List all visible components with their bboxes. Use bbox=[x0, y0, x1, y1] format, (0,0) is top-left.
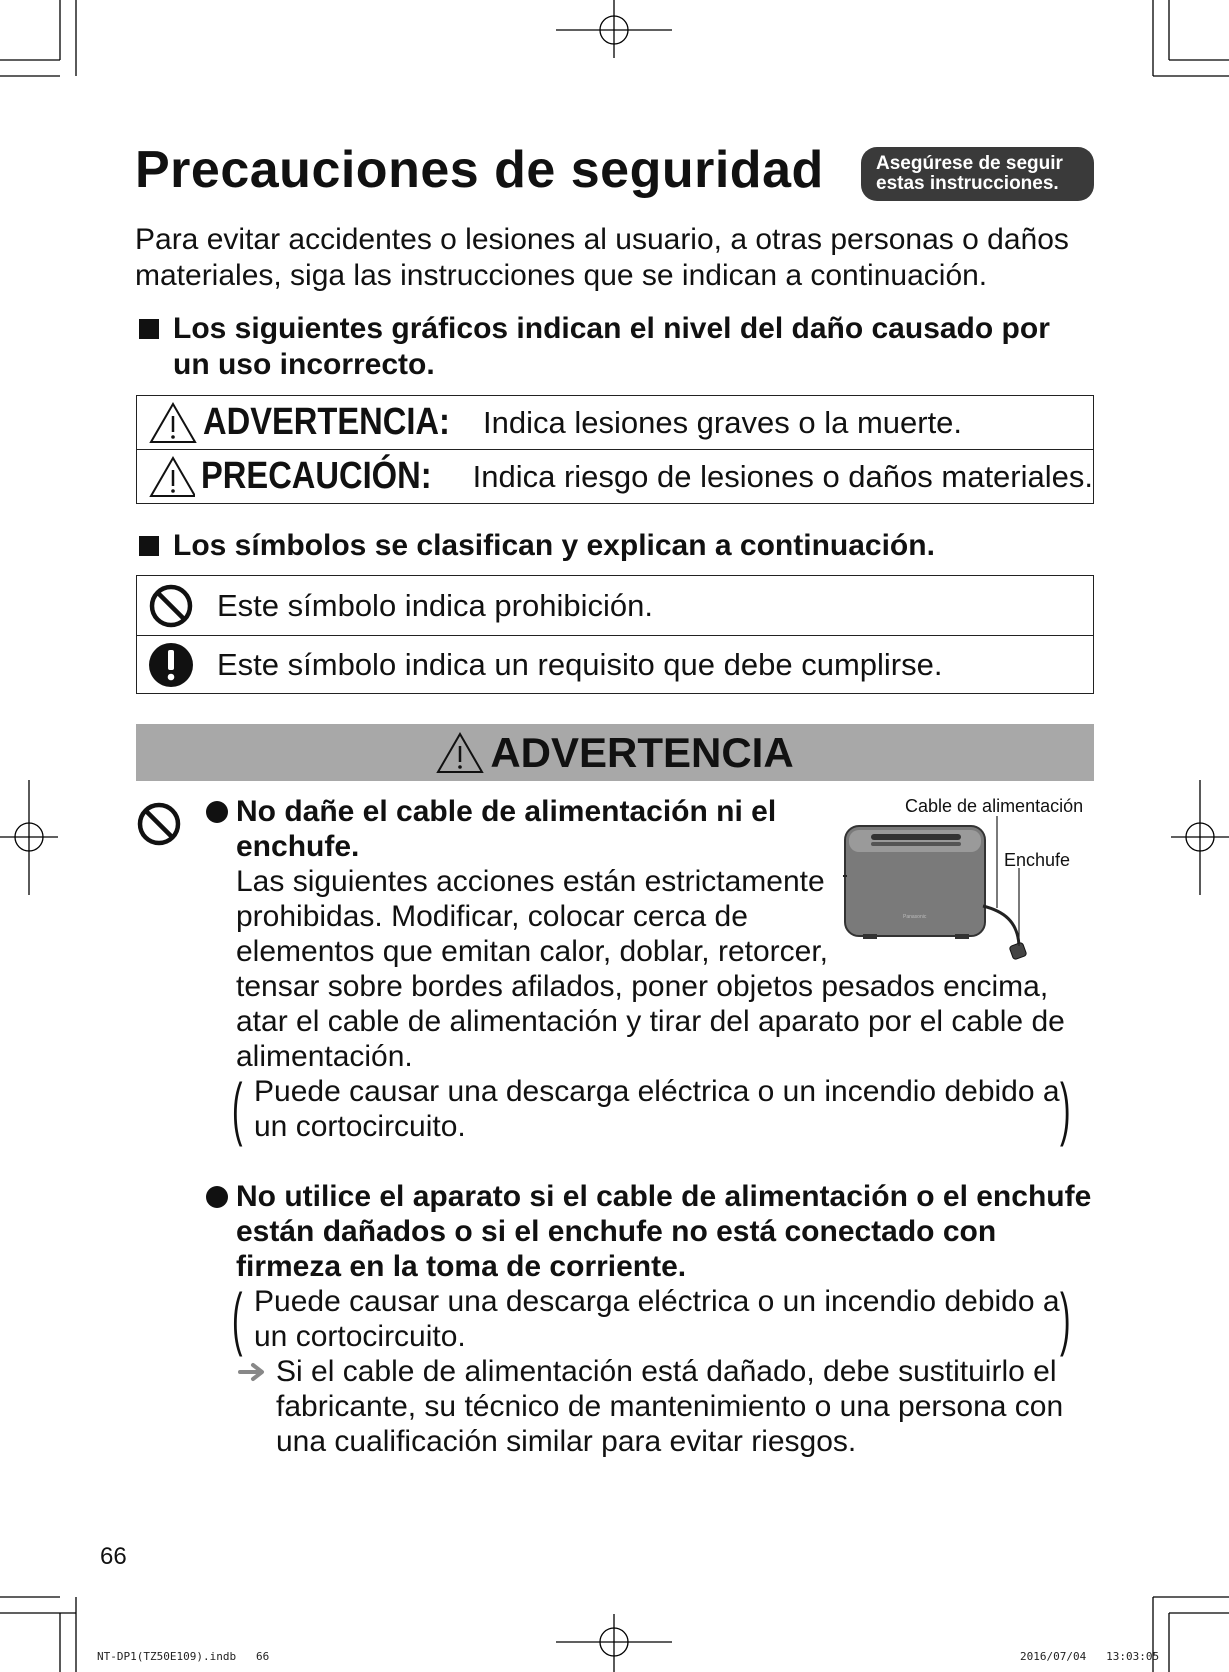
intro-line-2: materiales, siga las instrucciones que se indican a continuación. bbox=[135, 259, 988, 292]
badge-line-1: Asegúrese de seguir bbox=[876, 153, 1063, 174]
item2-heading-line-2: están dañados o si el enchufe no está conectado con bbox=[236, 1215, 997, 1248]
warning-triangle-icon bbox=[436, 731, 484, 775]
section-heading-levels bbox=[135, 311, 1095, 383]
levels-heading-line-2: un uso incorrecto. bbox=[173, 348, 435, 381]
item2-action-line-1: Si el cable de alimentación está dañado, debe sustituirlo el bbox=[276, 1355, 1057, 1388]
right-paren: ) bbox=[1060, 1069, 1071, 1147]
intro-line-1: Para evitar accidentes o lesiones al usuario, a otras personas o daños bbox=[135, 223, 1069, 256]
square-bullet-icon bbox=[139, 319, 159, 339]
prohibition-desc: Este símbolo indica prohibición. bbox=[217, 587, 653, 623]
symbols-heading: Los símbolos se clasifican y explican a continuación. bbox=[173, 529, 935, 562]
mandatory-exclamation-icon bbox=[147, 641, 195, 689]
item2-heading-line-1: No utilice el aparato si el cable de alimentación o el enchufe bbox=[236, 1180, 1092, 1213]
item2-note bbox=[232, 1279, 1094, 1357]
warning-triangle-icon bbox=[149, 401, 197, 445]
symbols-row-mandatory bbox=[137, 635, 1093, 693]
footer-file: NT-DP1(TZ50E109).indb 66 bbox=[97, 1650, 270, 1663]
item1-note-line-2: un cortocircuito. bbox=[254, 1110, 466, 1143]
item1-body-line-6: alimentación. bbox=[236, 1040, 413, 1073]
section-heading-symbols bbox=[135, 528, 1095, 564]
item1-note-line-1: Puede causar una descarga eléctrica o un incendio debido a bbox=[254, 1075, 1060, 1108]
levels-heading-line-1: Los siguientes gráficos indican el nivel del daño causado por bbox=[173, 312, 1050, 345]
item1-body-line-2: prohibidas. Modificar, colocar cerca de bbox=[236, 900, 748, 933]
prohibition-icon bbox=[135, 800, 183, 848]
item1-note bbox=[232, 1069, 1094, 1147]
item-damaged-cord bbox=[232, 1179, 1096, 1459]
symbols-row-prohibition bbox=[137, 576, 1093, 635]
item1-body-line-3: elementos que emitan calor, doblar, retorcer, bbox=[236, 935, 829, 968]
round-bullet-icon bbox=[206, 1186, 228, 1208]
instructions-badge bbox=[861, 147, 1094, 201]
toaster-brand: Panasonic bbox=[903, 914, 927, 920]
footer-timestamp: 2016/07/04 13:03:05 bbox=[1020, 1650, 1160, 1663]
left-paren: ( bbox=[232, 1069, 243, 1147]
item1-heading-line-2: enchufe. bbox=[236, 830, 360, 863]
item1-heading-line-1: No dañe el cable de alimentación ni el bbox=[236, 795, 777, 828]
warning-level-label: ADVERTENCIA: bbox=[203, 401, 450, 443]
item2-action-line-2: fabricante, su técnico de mantenimiento o una persona con bbox=[276, 1390, 1064, 1423]
page-number: 66 bbox=[100, 1543, 127, 1570]
caution-level-label: PRECAUCIÓN: bbox=[201, 455, 433, 497]
item1-body-line-1: Las siguientes acciones están estrictamente bbox=[236, 865, 825, 898]
caution-level-desc: Indica riesgo de lesiones o daños materiales. bbox=[472, 458, 1093, 494]
round-bullet-icon bbox=[206, 801, 228, 823]
square-bullet-icon bbox=[139, 536, 159, 556]
plug-label: Enchufe bbox=[1004, 850, 1071, 870]
levels-row-caution bbox=[137, 449, 1093, 503]
item2-note-line-2: un cortocircuito. bbox=[254, 1320, 466, 1353]
levels-table bbox=[136, 395, 1094, 504]
warning-banner-text: ADVERTENCIA bbox=[490, 728, 794, 776]
caution-triangle-icon bbox=[149, 455, 195, 499]
left-paren: ( bbox=[232, 1279, 243, 1357]
page-title: Precauciones de seguridad bbox=[135, 141, 824, 199]
warning-banner bbox=[136, 724, 1094, 781]
item2-note-line-1: Puede causar una descarga eléctrica o un incendio debido a bbox=[254, 1285, 1060, 1318]
levels-row-warning bbox=[137, 396, 1093, 449]
item2-action bbox=[236, 1354, 1096, 1459]
arrow-right-icon bbox=[238, 1362, 268, 1382]
badge-line-2: estas instrucciones. bbox=[876, 173, 1059, 194]
item1-body-line-5: atar el cable de alimentación y tirar del aparato por el cable de bbox=[236, 1005, 1065, 1038]
item2-action-line-3: una cualificación similar para evitar riesgos. bbox=[276, 1425, 857, 1458]
mandatory-desc: Este símbolo indica un requisito que debe cumplirse. bbox=[217, 646, 943, 682]
symbols-table bbox=[136, 575, 1094, 694]
item1-body-line-4: tensar sobre bordes afilados, poner objetos pesados encima, bbox=[236, 970, 1049, 1003]
warning-level-desc: Indica lesiones graves o la muerte. bbox=[483, 404, 963, 440]
item2-heading-line-3: firmeza en la toma de corriente. bbox=[236, 1250, 687, 1283]
prohibition-icon bbox=[147, 582, 195, 630]
item-power-cord bbox=[232, 794, 1096, 1147]
intro-paragraph bbox=[135, 222, 1095, 294]
cable-label: Cable de alimentación bbox=[905, 796, 1084, 816]
right-paren: ) bbox=[1060, 1279, 1071, 1357]
